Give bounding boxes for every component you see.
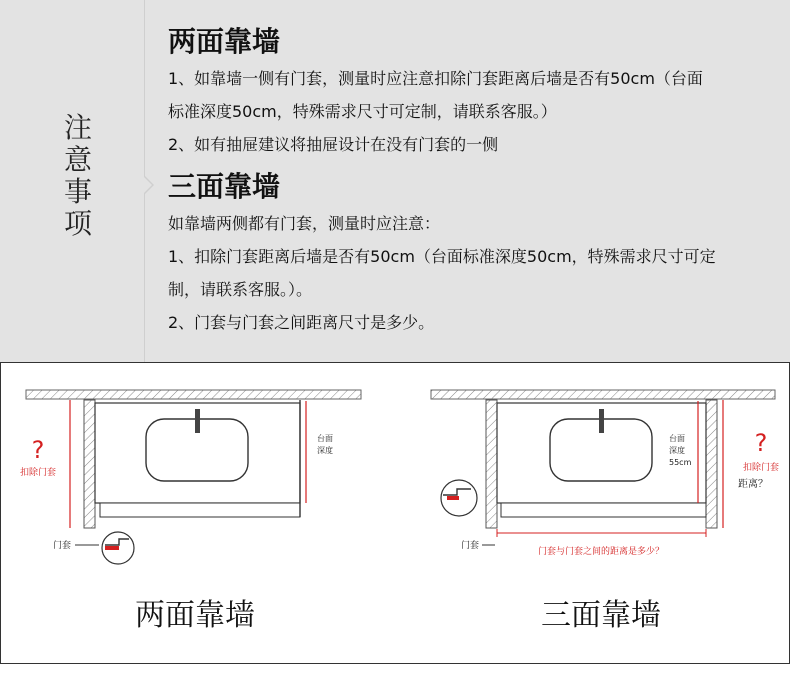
between-label: 门套与门套之间的距离是多少？ [537,547,665,557]
notes-sidebar [0,0,145,362]
note-text: 1、如靠墙一侧有门套，测量时应注意扣除门套距离后墙是否有50cm（台面 [168,69,703,88]
cabinet-base [501,503,706,517]
diagram-two-walls [20,390,361,633]
section-heading-three-walls: 三面靠墙 [168,170,281,203]
note-text: 制，请联系客服。）。 [168,280,313,299]
door-frame-detail [105,546,119,550]
back-wall [26,390,361,399]
depth-label: 台面 [317,434,333,443]
door-label: 门套 [53,541,72,551]
note-text: 如靠墙两侧都有门套，测量时应注意： [168,214,441,233]
notes-title-char: 事 [63,175,92,208]
back-wall [431,390,775,399]
cabinet-base [100,503,300,517]
note-text: 2、门套与门套之间距离尺寸是多少。 [168,313,435,332]
divider-notch [145,176,154,194]
diagram-three-walls [431,390,779,633]
depth-label: 台面 [669,434,685,443]
door-frame [84,400,95,528]
notes-title-char: 项 [63,207,92,240]
note-text: 标准深度50cm，特殊需求尺寸可定制，请联系客服。） [168,102,557,121]
caption-two-walls: 两面靠墙 [135,598,255,633]
deduct-label: 扣除门套 [19,468,57,478]
depth-label: 55cm [669,458,692,467]
door-frame [486,400,497,528]
note-text: 2、如有抽屉建议将抽屉设计在没有门套的一侧 [168,135,499,154]
faucet [195,409,200,433]
notes-title-char: 意 [63,143,92,176]
caption-three-walls: 三面靠墙 [541,598,661,633]
diagram-panel [0,362,790,664]
question-mark: ? [31,436,45,464]
question-mark: ? [754,429,768,457]
section-heading-two-walls: 两面靠墙 [168,25,281,58]
door-label: 门套 [461,541,480,551]
depth-label: 深度 [317,446,333,455]
notes-title [58,112,98,240]
faucet [599,409,604,433]
door-frame [706,400,717,528]
diagram-svg [1,363,789,663]
note-text: 1、扣除门套距离后墙是否有50cm（台面标准深度50cm，特殊需求尺寸可定 [168,247,716,266]
deduct-label: 扣除门套 [742,463,780,473]
notes-content [168,22,778,339]
notes-title-char: 注 [63,111,92,144]
door-frame-detail [447,496,459,500]
distance-label: 距离？ [738,479,768,490]
depth-label: 深度 [669,446,685,455]
